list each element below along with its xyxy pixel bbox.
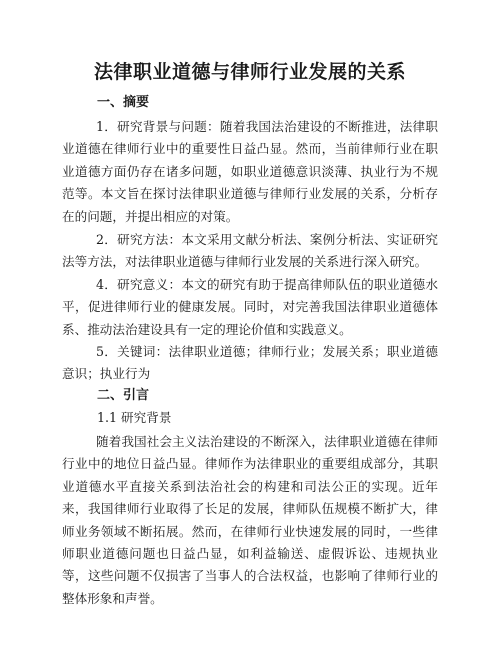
document-title: 法律职业道德与律师行业发展的关系 — [93, 61, 406, 83]
subsection-heading-background: 1.1 研究背景 — [97, 410, 172, 425]
abstract-item-background-text: 1．研究背景与问题：随着我国法治建设的不断推进，法律职业道德在律师行业中的重要性日益凸显。然而，当前律师行业在职业道德方面仍存在诸多问题，如职业道德意识淡薄、执业行为不规范等。本文旨在探讨法律职业道德与律师行业发展的关系，分析存在的问题，并提出相应的对策。 — [62, 119, 438, 224]
section-heading-introduction: 二、引言 — [97, 388, 150, 403]
abstract-item-significance — [62, 274, 438, 341]
section-heading-abstract: 一、摘要 — [97, 95, 150, 110]
abstract-item-background — [62, 116, 438, 228]
abstract-item-method — [62, 229, 438, 274]
introduction-paragraph — [62, 431, 438, 610]
abstract-item-method-text: 2．研究方法：本文采用文献分析法、案例分析法、实证研究法等方法，对法律职业道德与律师行业发展的关系进行深入研究。 — [62, 232, 438, 270]
abstract-item-keywords — [62, 341, 438, 386]
introduction-paragraph-text: 随着我国社会主义法治建设的不断深入，法律职业道德在律师行业中的地位日益凸显。律师作为法律职业的重要组成部分，其职业道德水平直接关系到法治社会的构建和司法公正的实现。近年来，我国律师行业取得了长足的发展，律师队伍规模不断扩大，律师业务领域不断拓展。然而，在律师行业快速发展的同时，一些律师职业道德问题也日益凸显，如利益输送、虚假诉讼、违规执业等，这些问题不仅损害了当事人的合法权益，也影响了律师行业的整体形象和声誉。 — [62, 434, 438, 606]
abstract-item-keywords-text: 5．关键词：法律职业道德；律师行业；发展关系；职业道德意识；执业行为 — [62, 344, 438, 382]
abstract-item-significance-text: 4．研究意义：本文的研究有助于提高律师队伍的职业道德水平，促进律师行业的健康发展。同时，对完善我国法律职业道德体系、推动法治建设具有一定的理论价值和实践意义。 — [62, 277, 438, 337]
